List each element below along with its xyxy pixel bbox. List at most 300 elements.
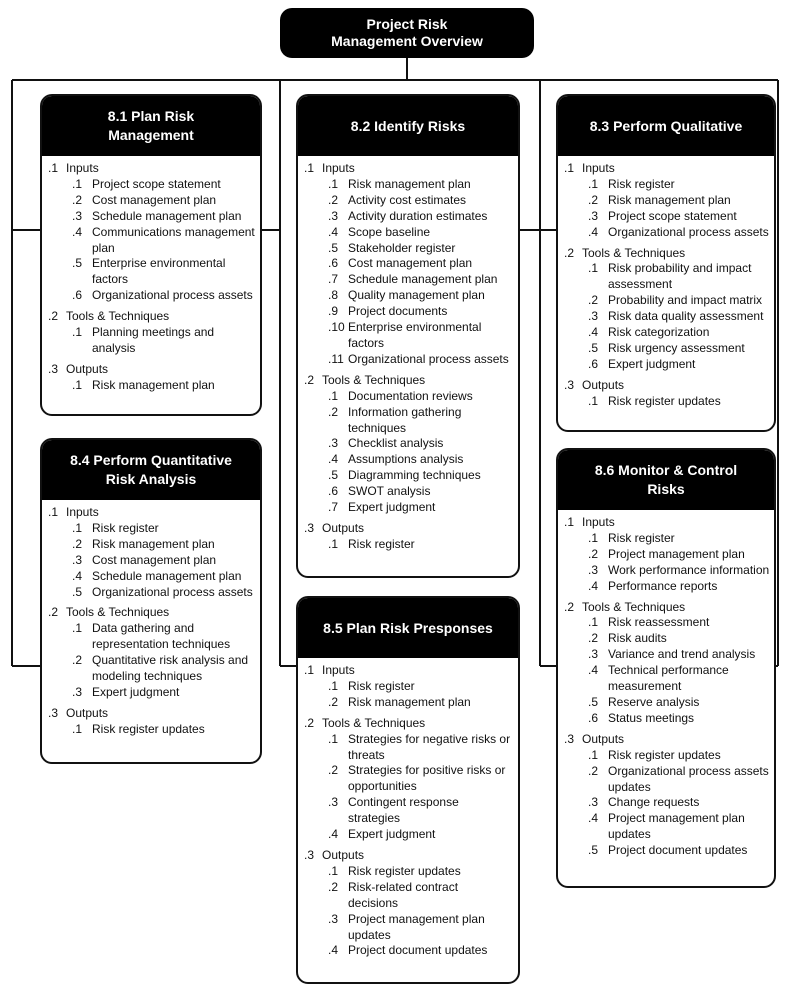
item-number: .1 [588,747,599,762]
list-item [322,304,512,320]
section-tools-techniques [564,600,768,727]
list-item [582,309,768,325]
item-text-line: Risk register [608,530,675,545]
item-number: .2 [588,763,599,778]
item-number: .1 [588,615,599,630]
item-text [348,695,512,711]
item-text-line: updates [348,927,391,942]
item-number: .1 [328,176,339,191]
item-text-line: Risk-related contract [348,879,459,894]
section-number: .1 [304,663,315,677]
list-item [66,378,254,394]
list-item [66,325,254,357]
section-content [322,161,512,368]
item-text-line: analysis [92,340,136,355]
item-number: .1 [72,721,83,736]
list-item [582,325,768,341]
item-text [608,695,768,711]
item-number: .1 [328,863,339,878]
list-item [322,763,512,795]
item-number: .2 [588,192,599,207]
item-text [92,722,254,738]
item-text-line: plan [92,240,115,255]
item-number: .8 [328,288,339,303]
item-text-line: modeling techniques [92,669,203,684]
item-text-line: Risk management plan [348,176,471,191]
list-item [322,436,512,452]
process-box-title [42,96,260,156]
item-number: .4 [72,224,83,239]
item-text-line: Quality management plan [348,288,485,303]
section-inputs [564,515,768,595]
item-number: .3 [72,208,83,223]
item-number: .3 [588,208,599,223]
process-box-8-2 [296,94,520,578]
list-item [66,553,254,569]
section-content [582,161,769,241]
item-number: .4 [72,568,83,583]
section-content [582,246,768,373]
item-number: .3 [588,562,599,577]
list-item [66,225,255,257]
item-text [348,389,512,405]
list-item [582,811,769,843]
list-item [66,537,254,553]
section-label: Outputs [66,361,109,376]
title-line: 8.3 Perform Qualitative [589,117,743,134]
item-number: .3 [328,208,339,223]
item-text-line: Activity cost estimates [348,192,467,207]
section-content [322,663,512,711]
item-text-line: strategies [348,811,401,826]
section-number: .3 [304,520,315,535]
item-text-line: Risk probability and impact [608,261,752,276]
item-text [608,631,768,647]
item-text-line: Risk register updates [608,747,721,762]
item-number: .6 [328,256,339,271]
item-text [608,711,768,727]
section-outputs [564,378,768,410]
item-number: .4 [588,224,599,239]
process-box-body [42,156,260,398]
item-number: .10 [328,320,345,335]
item-text-line: Organizational process assets [608,763,769,778]
process-box-title [298,96,518,156]
section-number: .2 [48,605,59,620]
section-content [582,515,769,595]
item-text-line: Documentation reviews [348,388,473,403]
item-text-line: Risk register [92,520,159,535]
list-item [322,864,512,880]
item-text [92,521,254,537]
item-text [348,864,512,880]
list-item [66,569,254,585]
list-item [66,685,254,701]
item-text [348,177,512,193]
list-item [582,748,769,764]
list-item [66,177,255,193]
item-text-line: assessment [608,277,673,292]
item-number: .4 [328,827,339,842]
item-text [348,943,512,959]
section-label: Tools & Techniques [322,372,426,387]
item-text [608,341,768,357]
item-text [608,531,769,547]
section-number: .1 [48,161,59,175]
item-text-line: representation techniques [92,637,231,652]
section-label: Outputs [66,705,109,720]
section-number: .2 [564,599,575,614]
section-label: Inputs [322,663,355,677]
item-text [92,193,255,209]
item-text [608,663,768,695]
item-text-line: Risk register updates [348,863,461,878]
item-number: .3 [72,552,83,567]
title-line: Risks [647,481,685,497]
item-number: .1 [588,176,599,191]
item-number: .1 [328,678,339,693]
section-number: .3 [48,705,59,720]
item-text [348,452,512,468]
item-text-line: Risk data quality assessment [608,309,764,324]
item-text [348,912,512,944]
list-item [582,225,769,241]
section-number: .1 [564,161,575,175]
item-number: .3 [588,795,599,810]
section-tools-techniques [304,373,512,516]
section-content [66,309,254,357]
list-item [582,647,768,663]
list-item [582,843,769,859]
list-item [322,795,512,827]
list-item [582,711,768,727]
item-text-line: Expert judgment [348,500,436,515]
item-text-line: Project scope statement [608,208,737,223]
section-inputs [48,161,254,304]
item-text [608,357,768,373]
item-text-line: Stakeholder register [348,240,456,255]
item-text [92,569,254,585]
item-number: .1 [72,621,83,636]
item-number: .5 [588,340,599,355]
item-text-line: decisions [348,895,399,910]
item-number: .1 [72,377,83,392]
item-text-line: updates [608,779,651,794]
list-item [582,547,769,563]
item-text-line: Schedule management plan [92,568,242,583]
list-item [322,537,512,553]
item-text-line: Expert judgment [92,684,180,699]
title-line: 8.5 Plan Risk Presponses [323,619,493,636]
item-number: .3 [328,795,339,810]
list-item [582,795,769,811]
item-text-line: Risk register [608,176,675,191]
item-number: .2 [328,763,339,778]
list-item [582,177,769,193]
item-text-line: Risk register [348,536,415,551]
section-number: .1 [48,505,59,519]
section-inputs [48,505,254,600]
list-item [322,827,512,843]
process-box-title [558,450,774,510]
item-number: .9 [328,304,339,319]
item-text [348,272,512,288]
item-text [92,621,254,653]
item-number: .7 [328,500,339,515]
item-text [608,309,768,325]
item-text-line: techniques [348,420,407,435]
item-text [348,241,512,257]
list-item [322,225,512,241]
section-outputs [564,732,768,859]
section-content [582,600,768,727]
list-item [322,500,512,516]
item-number: .2 [588,631,599,646]
process-box-body [298,156,518,557]
list-item [582,615,768,631]
item-number: .4 [588,578,599,593]
item-number: .5 [72,584,83,599]
item-text-line: Change requests [608,795,700,810]
section-outputs [48,706,254,738]
item-text-line: Project scope statement [92,176,221,191]
item-text [348,484,512,500]
section-content [322,373,512,516]
list-item [66,653,254,685]
item-text [92,288,255,304]
item-text-line: Risk register updates [608,393,721,408]
section-content [66,505,254,600]
item-number: .3 [588,647,599,662]
item-text-line: factors [348,335,385,350]
section-label: Inputs [582,161,615,175]
process-box-title [558,96,774,156]
item-text-line: Expert judgment [608,356,696,371]
item-text [608,547,769,563]
item-text-line: Project document updates [348,943,488,958]
list-item [322,695,512,711]
process-box-8-4 [40,438,262,764]
list-item [322,452,512,468]
title-line: 8.1 Plan Risk [107,108,195,124]
section-tools-techniques [564,246,768,373]
item-text [348,352,512,368]
section-label: Outputs [582,731,625,746]
section-label: Inputs [66,161,99,175]
item-number: .1 [72,325,83,340]
list-item [582,631,768,647]
section-label: Tools & Techniques [322,715,426,730]
item-text-line: Strategies for positive risks or [348,763,506,778]
item-number: .6 [328,484,339,499]
item-text-line: Risk management plan [348,694,471,709]
list-item [582,579,769,595]
item-number: .1 [588,261,599,276]
item-number: .3 [72,684,83,699]
item-text [348,193,512,209]
item-text-line: Cost management plan [92,192,217,207]
list-item [582,531,769,547]
item-number: .11 [328,351,344,366]
item-number: .4 [588,663,599,678]
item-number: .2 [588,546,599,561]
item-text-line: Risk categorization [608,325,710,340]
item-number: .1 [72,520,83,535]
process-box-8-6 [556,448,776,888]
list-item [66,621,254,653]
process-box-8-3 [556,94,776,432]
item-number: .2 [72,536,83,551]
item-text-line: Work performance information [608,562,770,577]
item-number: .4 [328,452,339,467]
item-number: .4 [328,943,339,958]
item-text [92,256,255,288]
list-item [582,663,768,695]
list-item [322,912,512,944]
list-item [322,241,512,257]
item-text [348,209,512,225]
item-text-line: Activity duration estimates [348,208,488,223]
list-item [322,272,512,288]
list-item [322,468,512,484]
item-number: .2 [72,192,83,207]
item-text-line: factors [92,272,129,287]
item-number: .1 [328,388,339,403]
list-item [322,256,512,272]
section-tools-techniques [48,605,254,700]
list-item [582,563,769,579]
item-text-line: Strategies for negative risks or [348,731,511,746]
item-text [92,225,255,257]
item-text-line: Checklist analysis [348,436,444,451]
section-label: Tools & Techniques [66,605,170,620]
item-number: .6 [72,288,83,303]
list-item [322,679,512,695]
item-number: .3 [328,911,339,926]
root-title-line-1: Project Risk [366,16,448,32]
item-text [608,193,769,209]
process-box-body [42,500,260,742]
item-number: .2 [72,653,83,668]
item-text [348,468,512,484]
item-text-line: opportunities [348,779,417,794]
item-text-line: Reserve analysis [608,694,700,709]
section-label: Outputs [322,520,365,535]
list-item [322,320,512,352]
title-line: 8.4 Perform Quantitative [70,452,232,468]
item-number: .5 [588,843,599,858]
section-label: Inputs [322,161,355,175]
item-text-line: Risk urgency assessment [608,340,745,355]
section-label: Tools & Techniques [66,309,170,324]
item-text [92,685,254,701]
item-text [92,653,254,685]
list-item [582,394,768,410]
item-text [608,177,769,193]
list-item [582,695,768,711]
item-number: .4 [328,224,339,239]
section-inputs [564,161,768,241]
list-item [582,341,768,357]
item-text [608,293,768,309]
item-text-line: Enterprise environmental [348,320,482,335]
item-text [348,795,512,827]
item-text-line: threats [348,747,385,762]
item-text-line: Contingent response [348,795,459,810]
item-text-line: Organizational process assets [92,288,253,303]
list-item [322,288,512,304]
item-number: .1 [72,176,83,191]
list-item [322,880,512,912]
item-text-line: Cost management plan [348,256,473,271]
section-label: Tools & Techniques [582,245,686,260]
title-line: 8.6 Monitor & Control [594,462,738,478]
section-outputs [48,362,254,394]
section-number: .2 [304,372,315,387]
item-text-line: Variance and trend analysis [608,647,756,662]
item-text-line: Project management plan [608,546,745,561]
list-item [322,405,512,437]
section-number: .1 [564,515,575,529]
item-text-line: Risk management plan [608,192,731,207]
list-item [322,193,512,209]
item-text [348,436,512,452]
list-item [322,177,512,193]
item-text-line: Organizational process assets [608,224,769,239]
list-item [582,764,769,796]
item-text [608,225,769,241]
item-number: .1 [328,536,339,551]
item-text-line: Cost management plan [92,552,217,567]
item-number: .3 [328,436,339,451]
item-text-line: Scope baseline [348,224,431,239]
list-item [66,722,254,738]
process-box-title [298,598,518,658]
item-text-line: Risk register updates [92,721,205,736]
section-label: Tools & Techniques [582,599,686,614]
item-text-line: Risk audits [608,631,667,646]
section-tools-techniques [304,716,512,843]
list-item [322,943,512,959]
title-line: Risk Analysis [105,471,197,487]
process-box-body [558,510,774,863]
item-text [348,763,512,795]
item-text [608,795,769,811]
item-text [92,325,254,357]
item-text [92,209,255,225]
section-label: Inputs [582,515,615,529]
section-number: .1 [304,161,315,175]
section-tools-techniques [48,309,254,357]
title-line: 8.2 Identify Risks [350,117,466,134]
section-label: Outputs [582,377,625,392]
item-text-line: Probability and impact matrix [608,293,763,308]
item-text-line: Risk management plan [92,536,215,551]
item-text [608,764,769,796]
item-number: .2 [328,694,339,709]
item-text [92,378,254,394]
section-outputs [304,521,512,553]
list-item [322,732,512,764]
item-text [608,261,768,293]
item-text-line: Planning meetings and [92,325,215,340]
item-text-line: measurement [608,679,682,694]
item-text [608,843,769,859]
item-text [92,537,254,553]
item-text-line: SWOT analysis [348,484,431,499]
item-text [608,325,768,341]
section-content [66,362,254,394]
